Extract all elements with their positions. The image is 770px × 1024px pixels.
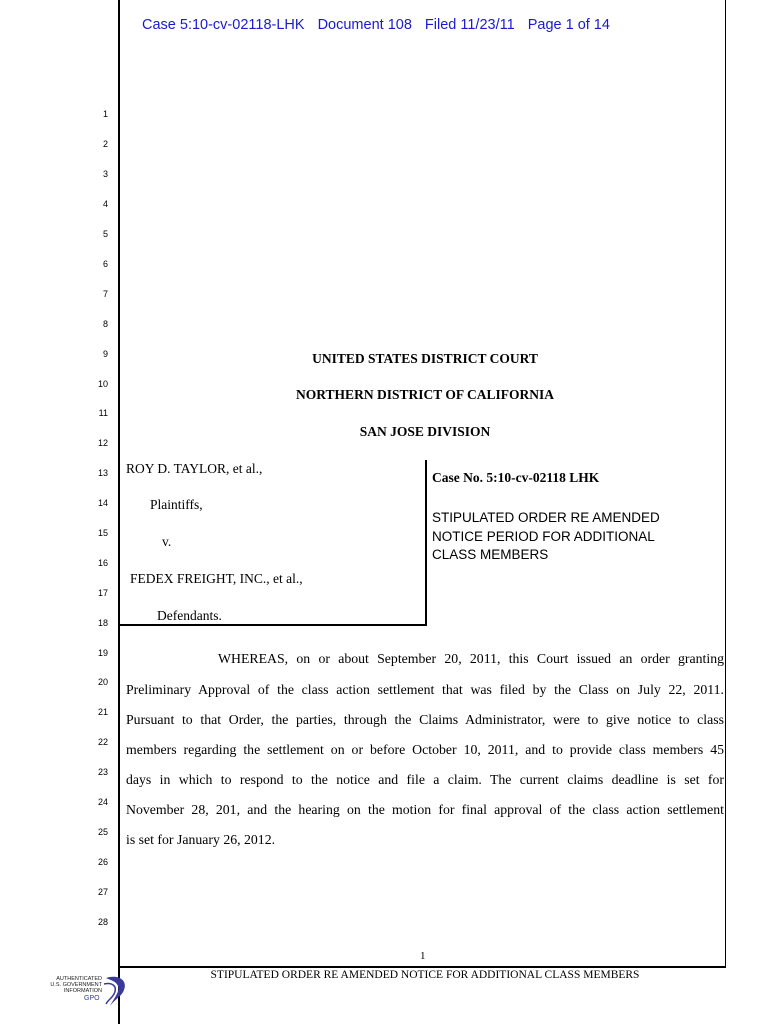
versus-label: v.: [162, 534, 172, 549]
document-title-line: NOTICE PERIOD FOR ADDITIONAL: [432, 528, 655, 544]
line-number: 27: [97, 887, 108, 897]
seal-line: AUTHENTICATED: [56, 976, 102, 982]
line-number: 11: [98, 408, 108, 418]
footer-rule: [118, 966, 726, 968]
line-number: 14: [97, 498, 108, 508]
line-number: 19: [97, 648, 108, 658]
body-line: members regarding the settlement on or before October 10, 2011, and to provide class members 45: [126, 742, 724, 757]
seal-mark: GPO: [84, 995, 100, 1002]
body-line: November 28, 201, and the hearing on the motion for final approval of the class action settlement: [126, 802, 724, 817]
body-line: WHEREAS, on or about September 20, 2011, this Court issued an order granting: [218, 651, 724, 666]
line-number: 13: [97, 468, 108, 478]
plaintiff-name: ROY D. TAYLOR, et al.,: [126, 461, 263, 476]
document-title-line: CLASS MEMBERS: [432, 547, 549, 562]
seal-line: U.S. GOVERNMENT: [50, 982, 102, 988]
right-margin-rule: [725, 0, 726, 968]
line-number: 17: [97, 588, 108, 598]
defendant-role: Defendants.: [157, 608, 222, 623]
line-number: 20: [97, 677, 108, 687]
line-number: 21: [97, 707, 108, 717]
body-line: Pursuant to that Order, the parties, through the Claims Administrator, were to give notice to class: [126, 712, 724, 727]
body-line: days in which to respond to the notice and file a claim. The current claims deadline is set for: [126, 772, 724, 787]
left-margin-rule: [118, 0, 120, 1024]
footer-title: STIPULATED ORDER RE AMENDED NOTICE FOR ADDITIONAL CLASS MEMBERS: [210, 969, 640, 981]
defendant-name: FEDEX FREIGHT, INC., et al.,: [130, 571, 303, 586]
footer-page-number: 1: [420, 950, 426, 962]
court-district: NORTHERN DISTRICT OF CALIFORNIA: [296, 387, 554, 402]
header-filed-date: Filed 11/23/11: [424, 17, 515, 33]
line-number: 5: [102, 229, 108, 239]
case-number: Case No. 5:10-cv-02118 LHK: [432, 470, 600, 485]
document-title: [432, 509, 660, 565]
line-number: 9: [102, 349, 108, 359]
line-number: 1: [102, 109, 108, 119]
seal-line: INFORMATION: [63, 988, 102, 994]
line-number: 6: [102, 259, 108, 269]
body-line: is set for January 26, 2012.: [126, 832, 276, 847]
gpo-authentication-seal: [34, 972, 134, 1012]
line-number: 25: [97, 827, 108, 837]
caption-vertical-rule: [425, 460, 427, 625]
header-case-number: Case 5:10-cv-02118-LHK: [142, 17, 305, 33]
line-number: 7: [102, 289, 108, 299]
court-name: UNITED STATES DISTRICT COURT: [312, 351, 538, 366]
line-number: 12: [97, 438, 108, 448]
line-number: 8: [102, 319, 108, 329]
line-number: 22: [97, 737, 108, 747]
line-number: 10: [97, 379, 108, 389]
line-number: 4: [102, 199, 108, 209]
gpo-eagle-icon: [34, 972, 134, 1012]
body-line: Preliminary Approval of the class action settlement that was filed by the Class on July 22, 2011.: [126, 682, 724, 697]
line-number: 2: [102, 139, 108, 149]
header-page-count: Page 1 of 14: [527, 17, 610, 33]
ecf-header: [142, 17, 619, 33]
line-number: 23: [97, 767, 108, 777]
line-number: 28: [97, 917, 108, 927]
line-number: 16: [97, 558, 108, 568]
line-number: 24: [97, 797, 108, 807]
header-document-number: Document 108: [317, 17, 412, 33]
court-division: SAN JOSE DIVISION: [359, 424, 491, 439]
line-number: 18: [97, 618, 108, 628]
line-number: 26: [97, 857, 108, 867]
line-number: 15: [97, 528, 108, 538]
line-number: 3: [102, 169, 108, 179]
document-title-line: STIPULATED ORDER RE AMENDED: [432, 510, 660, 525]
plaintiff-role: Plaintiffs,: [150, 497, 203, 512]
caption-horizontal-rule: [118, 624, 427, 626]
